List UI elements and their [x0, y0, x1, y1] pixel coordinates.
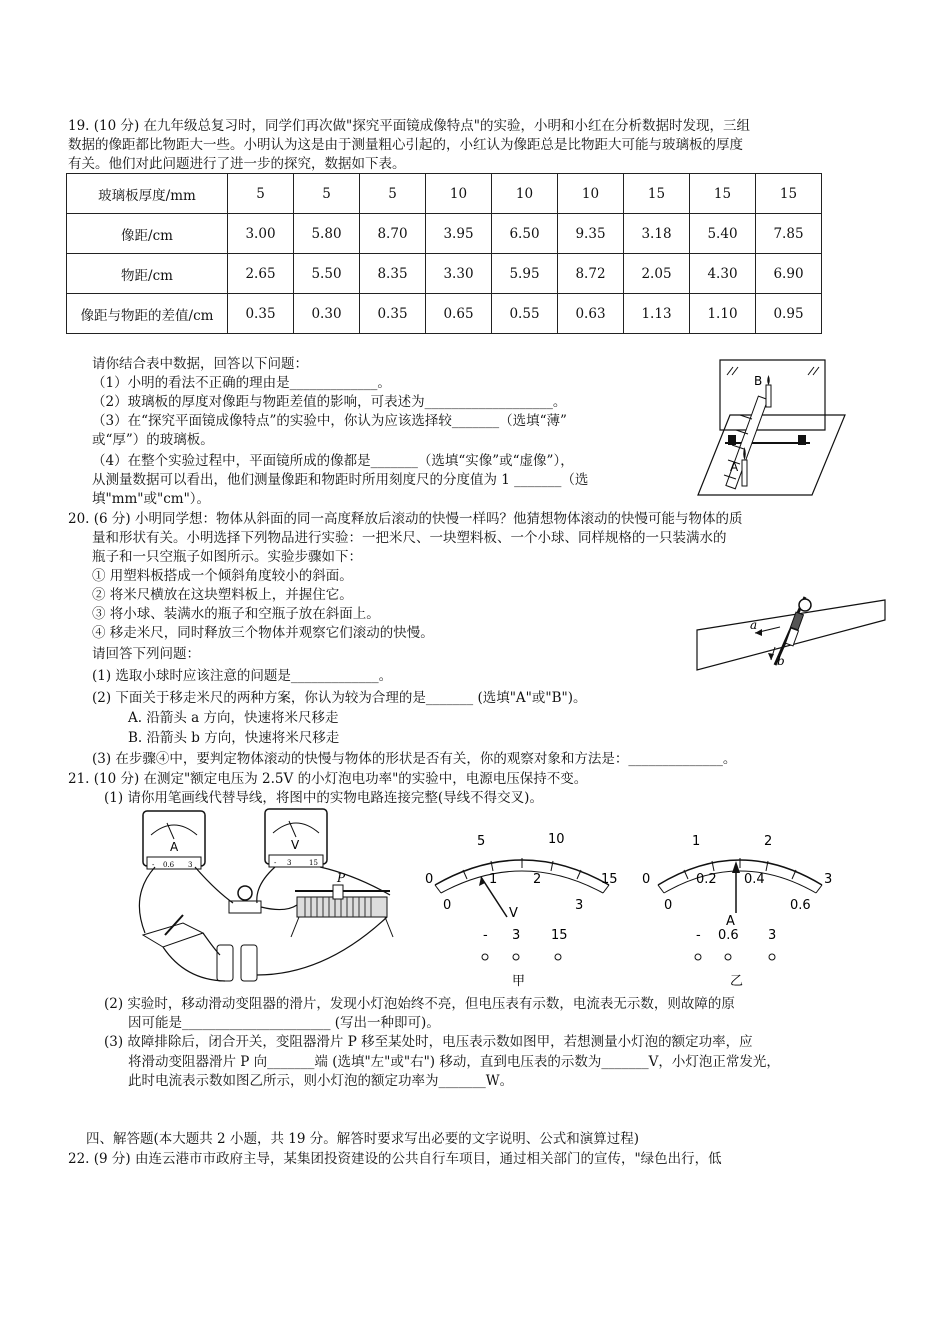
fig-label-a: A [730, 460, 739, 474]
voltmeter-inner-2: 2 [533, 872, 542, 887]
voltmeter-outer-15: 15 [601, 872, 618, 887]
table-cell: 0.35 [228, 294, 294, 334]
table-cell: 0.30 [294, 294, 360, 334]
voltmeter-label: V [291, 838, 300, 852]
q19-ask: 请你结合表中数据，回答以下问题： [92, 356, 308, 372]
ammeter-terminal-06: 0.6 [718, 928, 739, 943]
q19-intro-3: 有关。他们对此问题进行了进一步的探究，数据如下表。 [68, 156, 406, 172]
voltmeter-terminal-minus: - [483, 928, 488, 943]
q20-intro-1: 20. (6 分) 小明同学想：物体从斜面的同一高度释放后滚动的快慢一样吗？他猜想物体滚动的快慢可能与物体的质 [68, 511, 743, 527]
table-row [67, 214, 822, 254]
table-row [67, 174, 822, 214]
table-cell: 5.95 [492, 254, 558, 294]
table-cell: 2.65 [228, 254, 294, 294]
q20-step-2: ② 将米尺横放在这块塑料板上，并握住它。 [92, 587, 353, 603]
q22-intro: 22. (9 分) 由连云港市市政府主导，某集团投资建设的公共自行车项目，通过相关部门的宣传，"绿色出行，低 [68, 1151, 722, 1167]
ammeter-outer-2: 2 [764, 834, 773, 849]
table-cell: 5.50 [294, 254, 360, 294]
table-cell: 4.30 [690, 254, 756, 294]
table-cell: 8.35 [360, 254, 426, 294]
q21-part-3a: (3) 故障排除后，闭合开关，变阻器滑片 P 移至某处时，电压表示数如图甲，若想测量小灯泡的额定功率，应 [104, 1034, 753, 1050]
row-label: 玻璃板厚度/mm [67, 174, 228, 214]
q20-answer-1: (1) 选取小球时应该注意的问题是_____________。 [92, 668, 393, 684]
q19-part-4a: （4）在整个实验过程中，平面镜所成的像都是_______（选填“实像”或“虚像”）， [92, 453, 574, 469]
mirror-experiment-figure [690, 355, 850, 500]
table-cell: 8.70 [360, 214, 426, 254]
voltmeter-terminal-15: 15 [309, 859, 318, 867]
table-cell: 0.35 [360, 294, 426, 334]
table-cell: 5.80 [294, 214, 360, 254]
ammeter-inner-0: 0 [664, 898, 673, 913]
table-cell: 0.55 [492, 294, 558, 334]
ammeter-inner-02: 0.2 [696, 872, 717, 887]
ammeter-inner-06: 0.6 [790, 898, 811, 913]
q19-part-4c: 填"mm"或"cm"）。 [92, 491, 211, 507]
voltmeter-terminal-3: 3 [512, 928, 521, 943]
q21-part-1: (1) 请你用笔画线代替导线，将图中的实物电路连接完整(导线不得交叉)。 [104, 790, 543, 806]
table-cell: 5 [228, 174, 294, 214]
row-label: 物距/cm [67, 254, 228, 294]
q20-answer-2: (2) 下面关于移走米尺的两种方案，你认为较为合理的是_______ (选填"A"或"B")。 [92, 690, 587, 706]
table-cell: 3.18 [624, 214, 690, 254]
ammeter-label: A [170, 840, 179, 854]
q21-part-3c: 此时电流表示数如图乙所示，则小灯泡的额定功率为_______W。 [128, 1073, 514, 1089]
section-4-title: 四、解答题(本大题共 2 小题，共 19 分。解答时要求写出必要的文字说明、公式和演算过程) [86, 1131, 639, 1147]
q19-part-4b: 从测量数据可以看出，他们测量像距和物距时所用刻度尺的分度值为 1 _______（选 [92, 472, 589, 488]
voltmeter-inner-0: 0 [443, 898, 452, 913]
q21-part-2b: 因可能是______________________ (写出一种即可)。 [128, 1015, 440, 1031]
row-label: 像距/cm [67, 214, 228, 254]
q19-part-1: （1）小明的看法不正确的理由是_____________。 [92, 375, 391, 391]
q19-part-2: （2）玻璃板的厚度对像距与物距差值的影响，可表述为___________________。 [92, 394, 567, 410]
q19-part-3b: 或“厚”）的玻璃板。 [92, 432, 214, 448]
table-cell: 3.30 [426, 254, 492, 294]
table-cell: 5 [294, 174, 360, 214]
table-cell: 6.50 [492, 214, 558, 254]
fig-label-a: a [750, 618, 758, 632]
q20-option-b: B. 沿箭头 b 方向，快速将米尺移走 [128, 730, 340, 746]
table-cell: 1.10 [690, 294, 756, 334]
table-cell: 5 [360, 174, 426, 214]
table-cell: 10 [558, 174, 624, 214]
q20-intro-2: 量和形状有关。小明选择下列物品进行实验：一把米尺、一块塑料板、一个小球、同样规格的一只装满水的 [92, 530, 727, 546]
ammeter-terminal-minus: - [696, 928, 701, 943]
voltmeter-outer-5: 5 [477, 834, 486, 849]
q20-step-1: ① 用塑料板搭成一个倾斜角度较小的斜面。 [92, 568, 353, 584]
row-label: 像距与物距的差值/cm [67, 294, 228, 334]
table-cell: 0.65 [426, 294, 492, 334]
ammeter-outer-1: 1 [692, 834, 701, 849]
fig-label-b: b [777, 654, 785, 668]
voltmeter-gauge-figure [415, 825, 630, 990]
voltmeter-outer-10: 10 [548, 832, 565, 847]
voltmeter-terminal-minus: - [274, 859, 277, 867]
voltmeter-terminal-15: 15 [551, 928, 568, 943]
voltmeter-unit: V [509, 906, 518, 921]
table-cell: 15 [690, 174, 756, 214]
voltmeter-inner-3: 3 [575, 898, 584, 913]
ammeter-unit: A [726, 914, 735, 929]
q19-intro-2: 数据的像距都比物距大一些。小明认为这是由于测量粗心引起的，小红认为像距总是比物距大可能与玻璃板的厚度 [68, 137, 743, 153]
slider-label: P [337, 871, 346, 885]
ammeter-gauge-figure [638, 825, 848, 990]
table-cell: 1.13 [624, 294, 690, 334]
ammeter-terminal-minus: - [152, 861, 155, 869]
ammeter-terminal-3: 3 [768, 928, 777, 943]
fig-label-b: B [754, 374, 763, 388]
q21-part-3b: 将滑动变阻器滑片 P 向_______端 (选填"左"或"右") 移动，直到电压表的示数为_______V，小灯泡正常发光， [128, 1054, 780, 1070]
table-cell: 6.90 [756, 254, 822, 294]
table-cell: 3.95 [426, 214, 492, 254]
table-cell: 2.05 [624, 254, 690, 294]
ammeter-terminal-3: 3 [188, 861, 193, 869]
table-cell: 9.35 [558, 214, 624, 254]
table-cell: 7.85 [756, 214, 822, 254]
ammeter-caption: 乙 [730, 974, 744, 989]
ammeter-inner-04: 0.4 [744, 872, 765, 887]
table-cell: 15 [624, 174, 690, 214]
voltmeter-terminal-3: 3 [287, 859, 292, 867]
q20-option-a: A. 沿箭头 a 方向，快速将米尺移走 [128, 710, 339, 726]
voltmeter-caption: 甲 [512, 974, 526, 989]
table-cell: 15 [756, 174, 822, 214]
ammeter-outer-3: 3 [824, 872, 833, 887]
q21-part-2a: (2) 实验时，移动滑动变阻器的滑片，发现小灯泡始终不亮，但电压表有示数，电流表无示数，则故障的原 [104, 996, 735, 1012]
table-row [67, 294, 822, 334]
q20-ask: 请回答下列问题： [92, 646, 200, 662]
table-cell: 0.95 [756, 294, 822, 334]
table-cell: 5.40 [690, 214, 756, 254]
table-cell: 0.63 [558, 294, 624, 334]
table-cell: 8.72 [558, 254, 624, 294]
q20-step-4: ④ 移走米尺，同时释放三个物体并观察它们滚动的快慢。 [92, 625, 434, 641]
circuit-figure [125, 805, 410, 985]
incline-figure [695, 595, 890, 675]
table-row [67, 254, 822, 294]
q19-intro-1: 19. (10 分) 在九年级总复习时，同学们再次做"探究平面镜成像特点"的实验，小明和小红在分析数据时发现，三组 [68, 118, 750, 134]
q19-part-3a: （3）在“探究平面镜成像特点”的实验中，你认为应该选择较_______（选填“薄” [92, 413, 567, 429]
q20-step-3: ③ 将小球、装满水的瓶子和空瓶子放在斜面上。 [92, 606, 380, 622]
table-cell: 10 [492, 174, 558, 214]
voltmeter-outer-0: 0 [425, 872, 434, 887]
voltmeter-inner-1: 1 [489, 872, 498, 887]
table-cell: 10 [426, 174, 492, 214]
q20-intro-3: 瓶子和一只空瓶子如图所示。实验步骤如下： [92, 549, 362, 565]
q21-intro: 21. (10 分) 在测定"额定电压为 2.5V 的小灯泡电功率"的实验中，电源电压保持不变。 [68, 771, 588, 787]
q19-data-table [66, 173, 822, 334]
q20-answer-3: (3) 在步骤④中，要判定物体滚动的快慢与物体的形状是否有关，你的观察对象和方法是：______________。 [92, 751, 737, 767]
ammeter-terminal-06: 0.6 [163, 861, 175, 869]
table-cell: 3.00 [228, 214, 294, 254]
ammeter-outer-0: 0 [642, 872, 651, 887]
